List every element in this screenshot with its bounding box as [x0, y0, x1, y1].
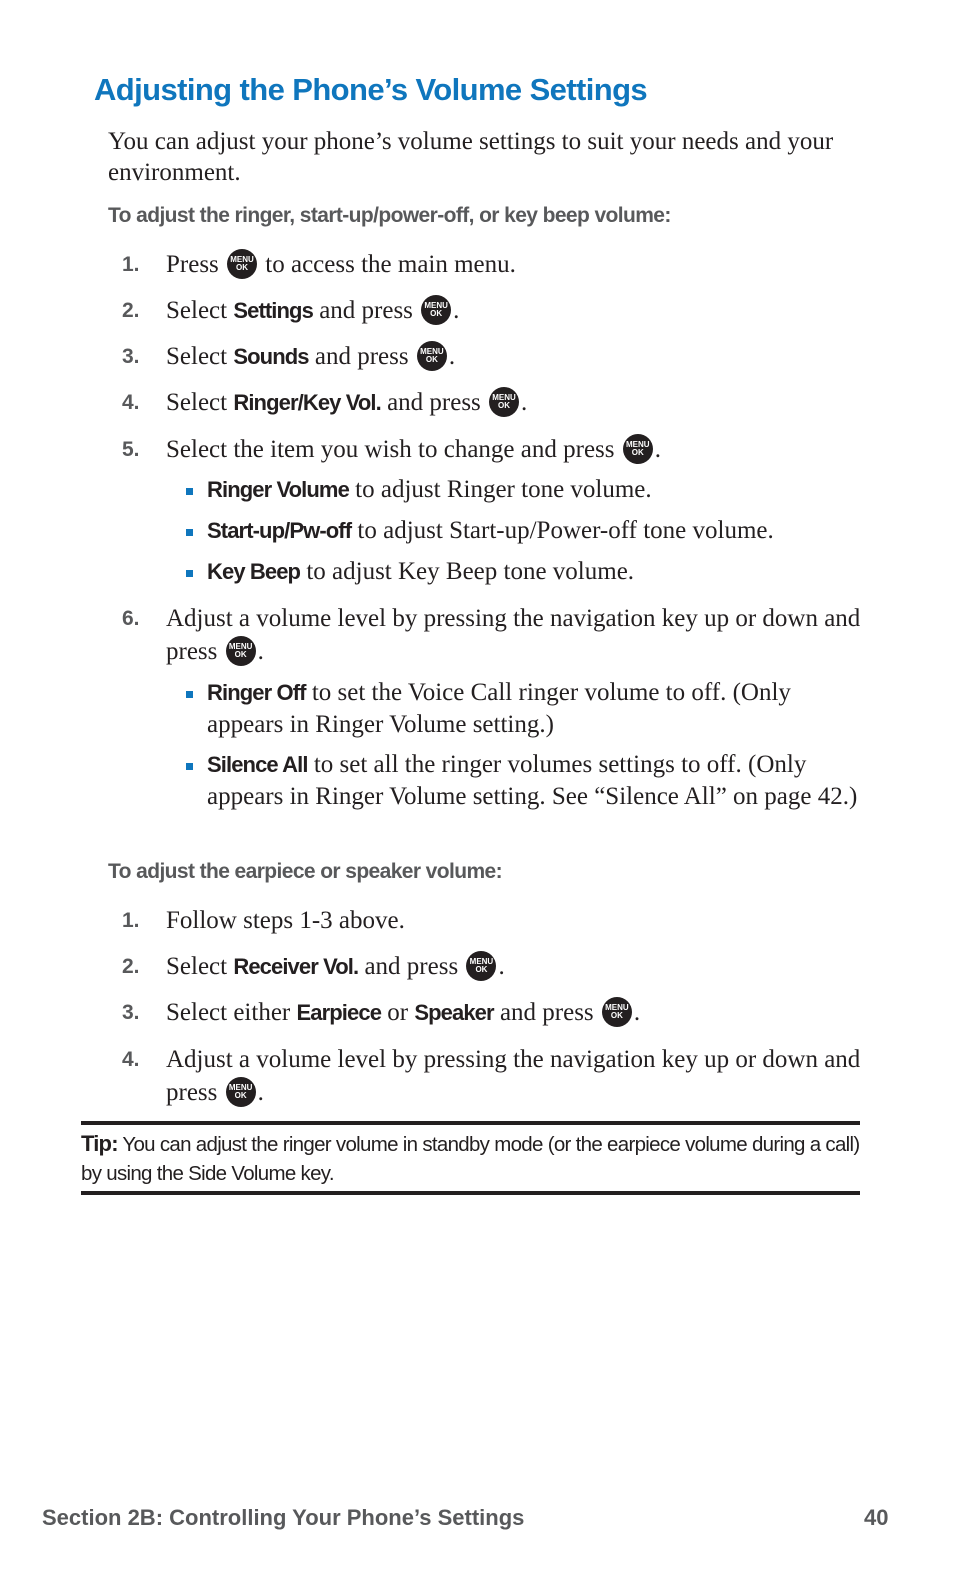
menu-ok-key-icon: MENU OK — [489, 387, 519, 417]
step-text: and press — [387, 389, 481, 416]
step-text: Select either — [166, 999, 291, 1026]
option-name: Ringer Off — [207, 680, 306, 705]
tip-text-block — [81, 1129, 860, 1188]
step-text: and press — [314, 343, 409, 370]
step-punct: . — [453, 297, 460, 324]
step-text: Select — [166, 389, 228, 416]
option-description: to set the Voice Call ringer volume to off. (Only appears in Ringer Volume setting.) — [207, 679, 791, 738]
option-name: Silence All — [207, 752, 308, 777]
step-number: 1. — [122, 909, 140, 932]
tip-label: Tip: — [81, 1131, 118, 1156]
step-number: 2. — [122, 299, 140, 322]
step-punct: . — [498, 953, 505, 980]
option-description: to adjust Ringer tone volume. — [355, 476, 652, 503]
option-description: to adjust Start-up/Power-off tone volume. — [357, 517, 774, 544]
menu-ok-key-icon: MENU OK — [466, 951, 496, 981]
step-number: 2. — [122, 955, 140, 978]
option-name: Start-up/Pw-off — [207, 518, 352, 543]
menu-item-name: Ringer/Key Vol. — [233, 390, 381, 415]
step-number: 4. — [122, 1048, 140, 1071]
bullet-square-icon — [186, 529, 193, 536]
step-text: Select — [166, 953, 228, 980]
page-title: Adjusting the Phone’s Volume Settings — [94, 72, 648, 107]
step-punct: . — [448, 343, 456, 370]
step-text: Select the item you wish to change and press — [166, 436, 615, 463]
bullet-square-icon — [186, 570, 193, 577]
step-number: 4. — [122, 391, 140, 414]
step-punct: . — [633, 999, 641, 1026]
step-punct: . — [257, 1079, 264, 1106]
step-number: 5. — [122, 438, 140, 461]
step-text: Adjust a volume level by pressing the navigation key up or down and press — [166, 605, 861, 665]
tip-text: You can adjust the ringer volume in standby mode (or the earpiece volume during a call) by using the Side Volume key. — [81, 1133, 860, 1185]
step-number: 3. — [122, 345, 140, 368]
step-text: or — [387, 999, 409, 1026]
step-text: and press — [364, 953, 459, 980]
menu-ok-key-icon: MENU OK — [417, 341, 447, 371]
step-punct: . — [257, 638, 264, 665]
step-text: Select — [166, 343, 228, 370]
footer-section-title: Section 2B: Controlling Your Phone’s Settings — [42, 1505, 525, 1530]
option-name: Ringer Volume — [207, 477, 349, 502]
step-text: to access the main menu. — [265, 251, 516, 278]
step-number: 3. — [122, 1001, 140, 1024]
section-heading-earpiece: To adjust the earpiece or speaker volume: — [108, 860, 502, 883]
step-text: Follow steps 1-3 above. — [166, 907, 405, 934]
menu-ok-key-icon: MENU OK — [226, 1077, 256, 1107]
step-number: 1. — [122, 253, 140, 276]
bullet-square-icon — [186, 488, 193, 495]
step-punct: . — [654, 436, 661, 463]
bullet-square-icon — [186, 763, 193, 770]
tip-box — [81, 1121, 860, 1195]
menu-item-name: Sounds — [233, 344, 309, 369]
menu-ok-key-icon: MENU OK — [421, 295, 451, 325]
option-description: to set all the ringer volumes settings to off. (Only appears in Ringer Volume setting. See “Silence All” on page 42.) — [207, 751, 858, 810]
menu-ok-key-icon: MENU OK — [226, 636, 256, 666]
step-text: and press — [319, 297, 413, 324]
step-punct: . — [521, 389, 528, 416]
menu-item-name: Speaker — [414, 1000, 494, 1025]
option-name: Key Beep — [207, 559, 301, 584]
footer-page-number: 40 — [864, 1505, 889, 1530]
menu-item-name: Earpiece — [296, 1000, 382, 1025]
step-text: Select — [166, 297, 228, 324]
menu-ok-key-icon: MENU OK — [602, 997, 632, 1027]
menu-item-name: Settings — [233, 298, 313, 323]
bullet-square-icon — [186, 691, 193, 698]
menu-ok-key-icon: MENU OK — [227, 249, 257, 279]
menu-item-name: Receiver Vol. — [233, 954, 359, 979]
menu-ok-key-icon: MENU OK — [623, 434, 653, 464]
step-text: Press — [166, 251, 219, 278]
option-description: to adjust Key Beep tone volume. — [306, 558, 635, 585]
intro-paragraph: You can adjust your phone’s volume settings to suit your needs and your environment. — [108, 128, 834, 186]
step-text: Adjust a volume level by pressing the navigation key up or down and press — [166, 1046, 861, 1106]
step-number: 6. — [122, 607, 140, 630]
section-heading-ringer: To adjust the ringer, start-up/power-off, or key beep volume: — [108, 204, 671, 227]
step-text: and press — [499, 999, 594, 1026]
